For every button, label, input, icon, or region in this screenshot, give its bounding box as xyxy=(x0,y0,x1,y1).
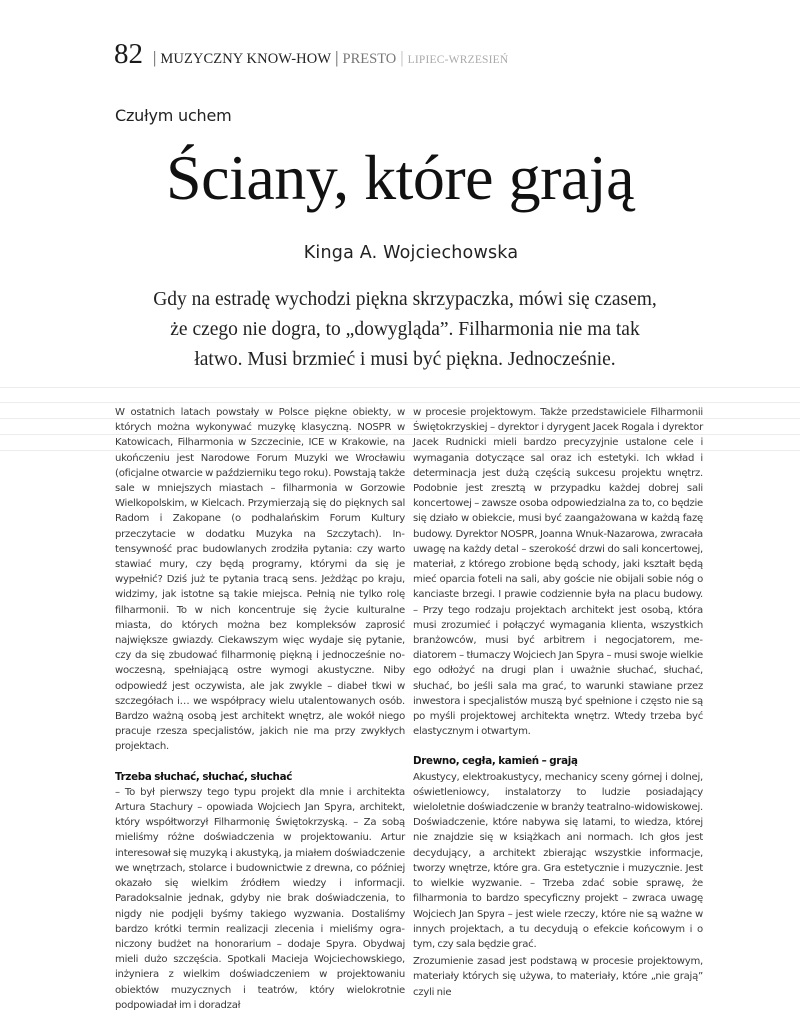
separator: | xyxy=(400,48,404,67)
separator: | xyxy=(335,48,339,67)
article-title: Ściany, które grają xyxy=(166,142,634,213)
separator: | xyxy=(153,48,157,67)
subheading: Trzeba słuchać, słuchać, słuchać xyxy=(115,770,293,783)
section-name: MUZYCZNY KNOW-HOW xyxy=(160,51,332,67)
subheading: Drewno, cegła, kamień – grają xyxy=(413,755,578,768)
author-byline: Kinga A. Wojciechowska xyxy=(303,243,519,263)
article-lead xyxy=(110,285,700,375)
right-column xyxy=(413,405,703,1000)
rule-line xyxy=(0,402,800,403)
lead-line: Gdy na estradę wychodzi piękna skrzypaczka, mówi się czasem, xyxy=(153,289,657,310)
paragraph: Zrozumienie zasad jest podstawą w procesie projektowym, materiały których się używa, to materiały, które „nie grają” czyli nie xyxy=(413,956,703,998)
lead-line: że czego nie dogra, to „dowygląda”. Filharmonia nie ma tak xyxy=(170,319,640,340)
page-number: 82 xyxy=(114,38,143,70)
magazine-name: PRESTO xyxy=(342,51,397,67)
running-head xyxy=(114,38,508,71)
lead-line: łatwo. Musi brzmieć i musi być piękna. Jednocześnie. xyxy=(194,349,616,370)
paragraph: – To był pierwszy tego typu projekt dla mnie i architekta Artura Stachury – opowiada Wojciech Jan Spyra, architekt, który współtworzył Filharmonię Świętokrzyską. – Za sobą mieliśmy różne doświadczenia w projektowaniu. Artur interesował się muzyką i akustyką, ja miałem doświadczenie we wnętrzach, stolarce i budownictwie z drewna, co później okazało się wielkim źródłem wiedzy i informacji. Paradoksalnie jednak, gdyby nie brak doświadczenia, to nigdy nie podjęli byśmy takiego wyzwania. Dostaliśmy bardzo krótki termin realizacji zlecenia i mieliśmy ograniczony budżet na honorarium – dodaje Spyra. Obydwaj mieli dużo szczęścia. Spotkali Macieja Wojciechowskiego, inżyniera z wielkim doświadczeniem w projektowaniu obiektów muzycznych i teatrów, który wielokrotnie podpowiadał im i doradzał xyxy=(115,786,405,1011)
paragraph: W ostatnich latach powstały w Polsce piękne obiekty, w których można wykonywać muzykę klasyczną. NOSPR w Katowicach, Filharmonia w Szczecinie, ICE w Krakowie, na ukończeniu jest Narodowe Forum Muzyki we Wrocławiu (oficjalne otwarcie w październiku tego roku). Powstają także sale w mniejszych miastach – filharmonia w Gorzowie Wielkopolskim, w Kielcach. Przymierzają się do pięknych sal Radom i Zakopane (o podhalańskim Forum Kultury przeczytacie w dodatku Muzyka na Szczytach). Intensywność prac budowlanych zrodziła pytania: czy warto stawiać mury, czy będą programy, którymi da się je wypełnić? Dziś już te pytania tracą sens. Jeżdżąc po kraju, widzimy, jak istotne są takie miejsca. Pełnią nie tylko rolę filharmonii. To w nich koncentruje się życie kulturalne miasta, do których można bez kompleksów zaprosić największe gwiazdy. Ciekawszym więc wydaje się pytanie, czy da się zbudować filharmonię piękną i jednocześnie nowoczesną, spełniającą ostre wymogi akustyczne. Niby odpowiedź jest oczywista, ale jak zwykle – diabeł tkwi w szczegółach i… we współpracy wielu utalentowanych osób. Bardzo ważną osobą jest architekt wnętrz, ale wokół niego pracuje rzesza specjalistów, jakich nie ma przy zwykłych projektach. xyxy=(115,407,405,753)
left-column xyxy=(115,405,405,1013)
article-kicker: Czułym uchem xyxy=(115,106,232,125)
rule-line xyxy=(0,387,800,388)
paragraph: Akustycy, elektroakustycy, mechanicy sceny górnej i dolnej, oświetleniowcy, instalatorzy to ludzie posiadający wieloletnie doświadczenie w branży teatralno-widowiskowej. Doświadczenie, które nabywa się latami, to wiedza, której nie znajdzie się w książkach ani normach. Ich głos jest decydujący, a architekt zbierając wszystkie informacje, tworzy wnętrze, które gra. Gra estetycznie i muzycznie. Jest to wielkie wyzwanie. – Trzeba zdać sobie sprawę, że filharmonia to bardzo specyficzny projekt – zwraca uwagę Wojciech Jan Spyra – jest wiele rzeczy, które nie są ważne w innych projektach, a tu decydują o efekcie końcowym i o tym, czy sala będzie grać. xyxy=(413,771,703,950)
issue-date: LIPIEC-WRZESIEŃ xyxy=(407,54,509,66)
paragraph: w procesie projektowym. Także przedstawiciele Filharmonii Świętokrzyskiej – dyrektor i dyrygent Jacek Rogala i dyrektor Jacek Rudnicki mieli bardzo precyzyjnie ustalone cele i wymagania dotyczące sal oraz ich estetyki. Ich wkład i determinacja jest dużą częścią sukcesu projektu wnętrz. Podobnie jest zresztą w przypadku każdej dobrej sali koncertowej – zawsze osoba odpowiedzialna za to, co będzie się działo w obiekcie, musi być zaangażowana w każdą fazę budowy. Dyrektor NOSPR, Joanna Wnuk-Nazarowa, zwracała uwagę na każdy detal – szerokość drzwi do sali koncertowej, materiał, z którego zrobione będą schody, jaki kształt będą mieć oparcia foteli na sali, aby goście nie obijali sobie nóg o kanciaste brzegi. I prawie codziennie była na placu budowy. – Przy tego rodzaju projektach architekt jest osobą, która musi zrozumieć i połączyć wymagania klienta, wszystkich branżowców, musi być arbitrem i negocjatorem, mediatorem – tłumaczy Wojciech Jan Spyra – musi swoje wielkie ego odłożyć na drugi plan i uważnie słuchać, słuchać, słuchać, bo jeśli sala ma grać, to warunki stawiane przez inwestora i specjalistów muszą być spełnione i często nie są po myśli projektowej architekta wnętrz. Wtedy trzeba być elastycznym i otwartym. xyxy=(413,407,703,738)
